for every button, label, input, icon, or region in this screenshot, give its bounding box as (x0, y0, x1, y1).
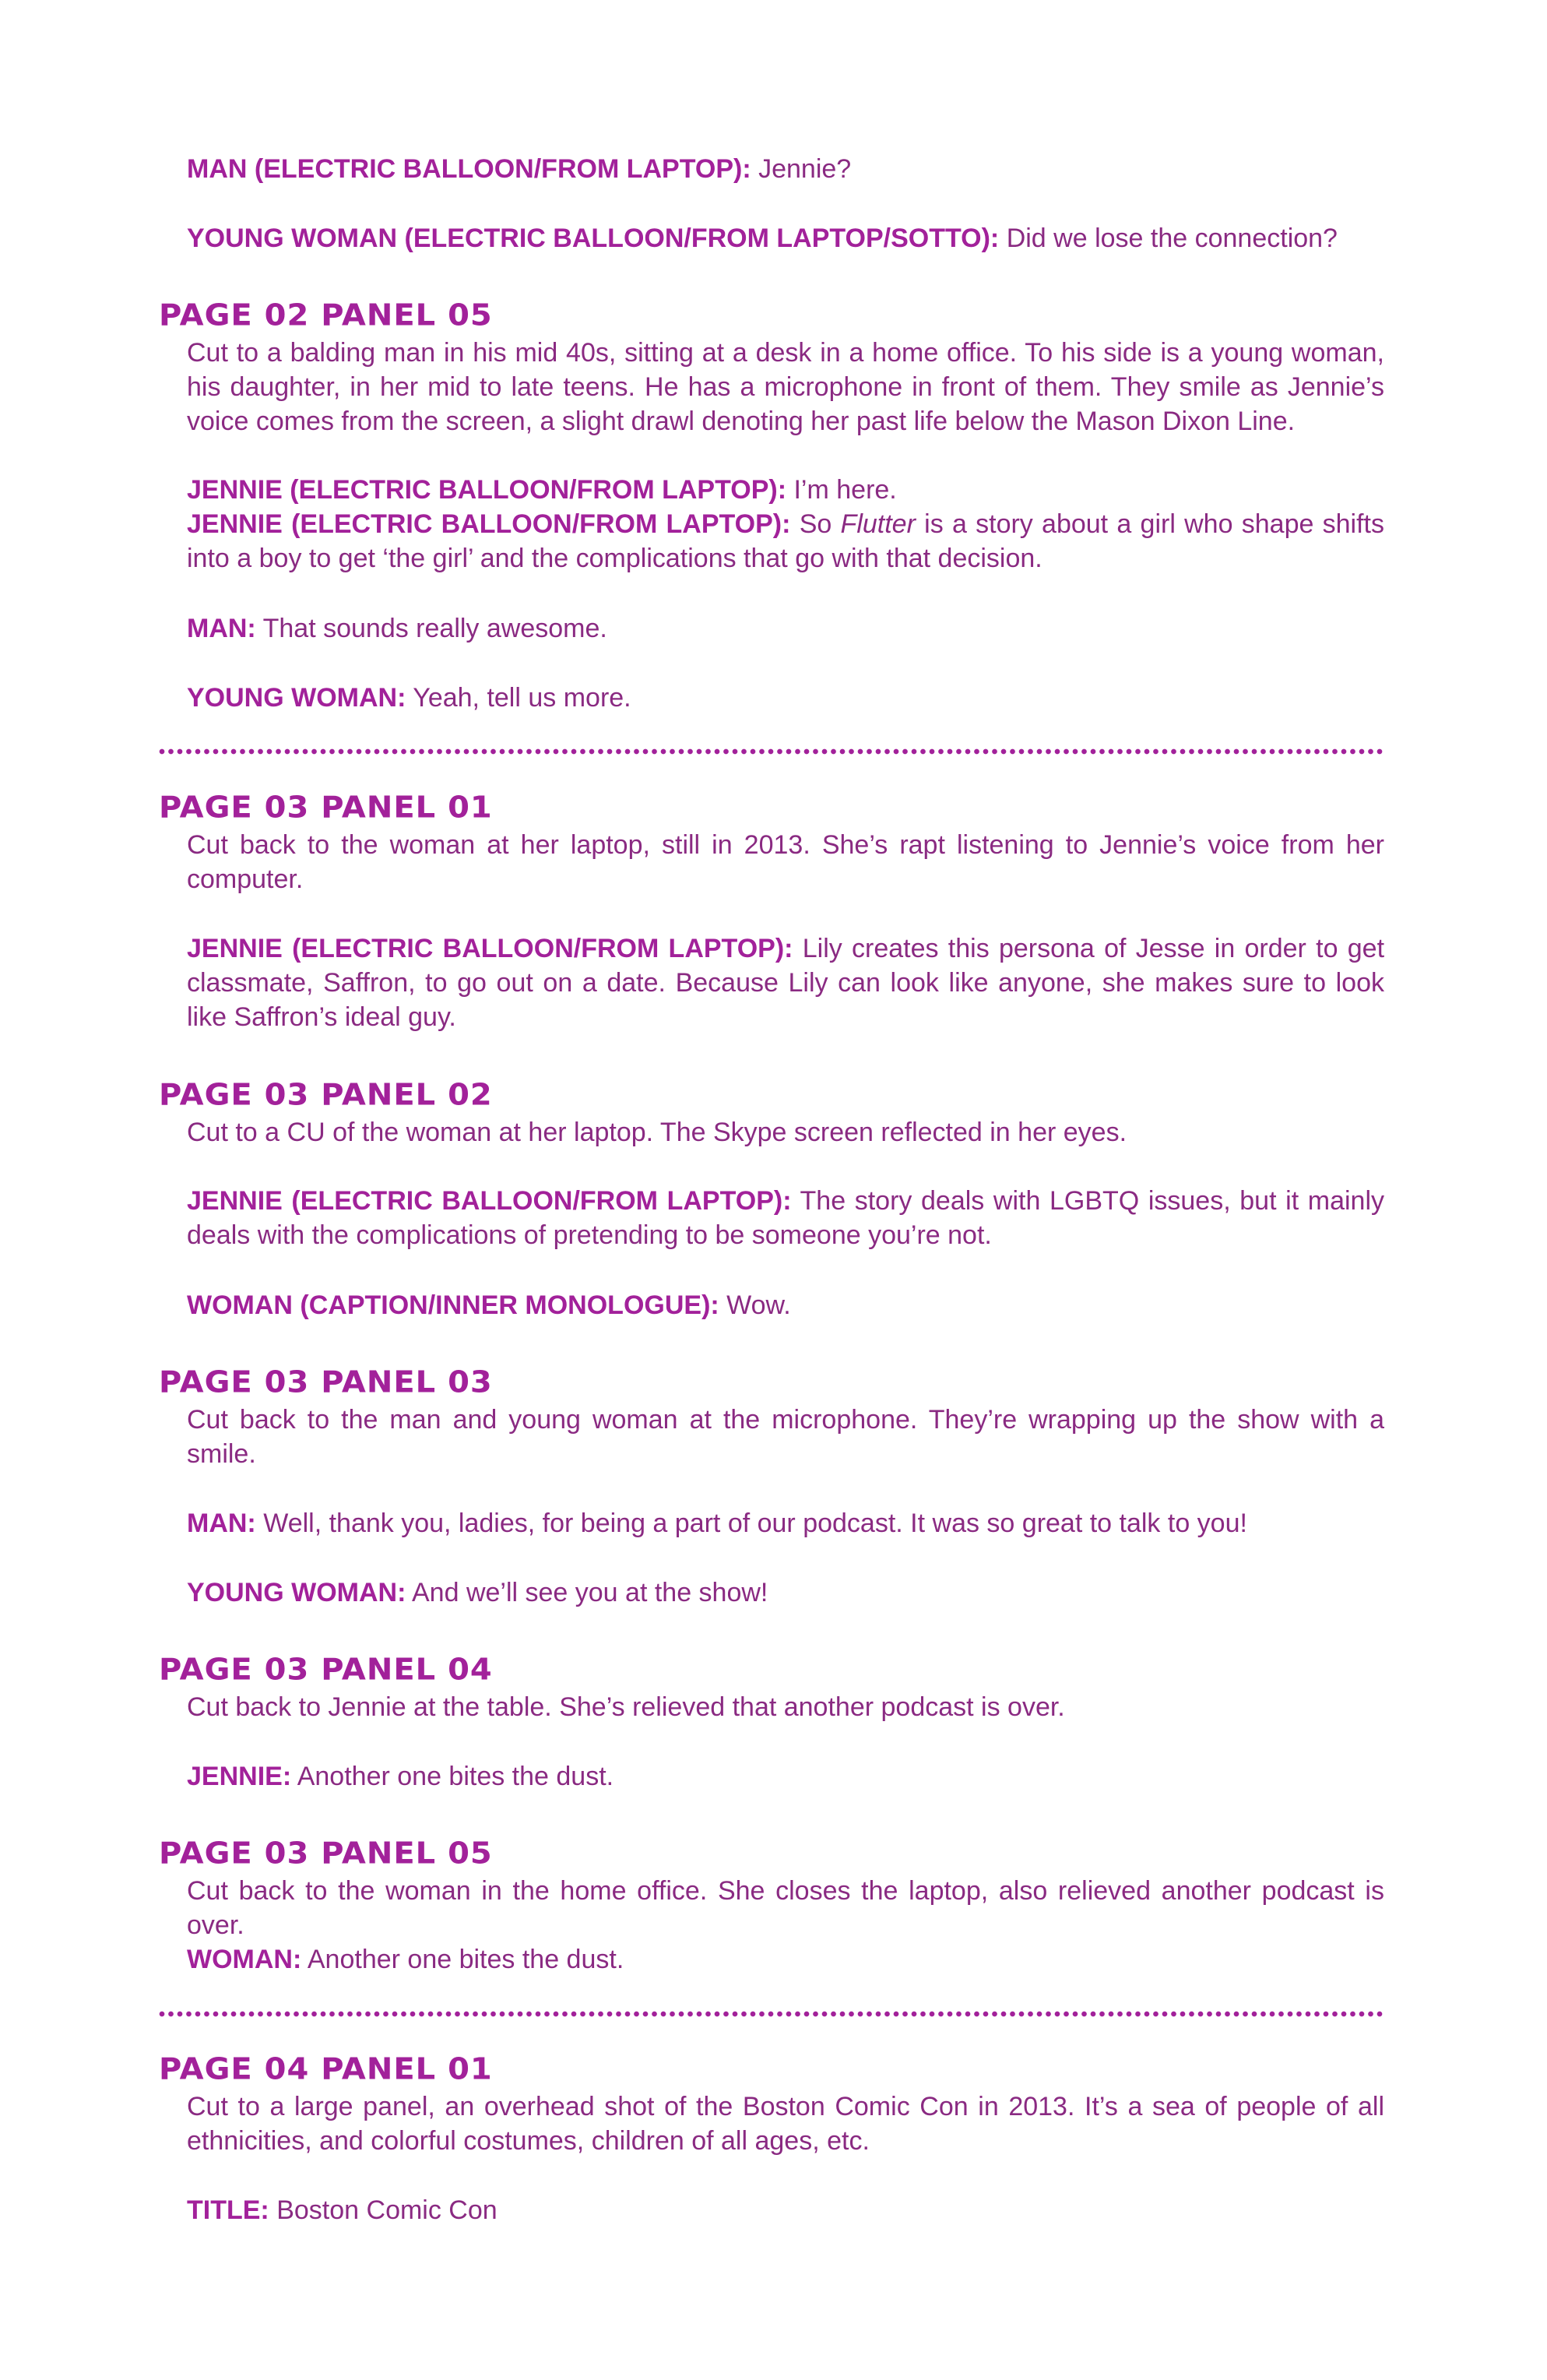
dialogue-line (187, 1759, 1384, 1794)
dotted-divider (159, 2011, 1384, 2017)
panel-heading: PAGE 02 PANEL 05 (159, 298, 493, 333)
speaker-label: YOUNG WOMAN: (187, 1578, 406, 1607)
dialogue-text: Lily creates this persona of Jesse in order to get classmate, Saffron, to go out on a date. Because Lily can look like anyone, she makes sure to look like Saffron’s ideal guy. (187, 934, 1385, 1032)
dialogue-text: Another one bites the dust. (307, 1945, 624, 1974)
speaker-label: MAN: (187, 1509, 256, 1538)
panel-heading: PAGE 03 PANEL 03 (159, 1365, 493, 1399)
speaker-label: YOUNG WOMAN: (187, 683, 406, 713)
speaker-label: MAN: (187, 614, 256, 643)
dialogue-text: I’m here. (793, 475, 897, 505)
panel-heading: PAGE 03 PANEL 04 (159, 1653, 493, 1687)
speaker-label: JENNIE (ELECTRIC BALLOON/FROM LAPTOP): (187, 1186, 792, 1216)
speaker-label: YOUNG WOMAN (ELECTRIC BALLOON/FROM LAPTOP/SOTTO): (187, 224, 1000, 253)
speaker-label: TITLE: (187, 2195, 269, 2225)
dialogue-line (187, 2193, 1384, 2227)
dialogue-line (187, 1576, 1384, 1610)
speaker-label: JENNIE (ELECTRIC BALLOON/FROM LAPTOP): (187, 475, 787, 505)
panel-heading: PAGE 03 PANEL 01 (159, 790, 493, 825)
dialogue-line (187, 1942, 1384, 1977)
dialogue-line (187, 152, 1384, 186)
dialogue-line (187, 473, 1384, 507)
dialogue-line (187, 507, 1384, 576)
panel-description: Cut back to the man and young woman at the microphone. They’re wrapping up the show with a smile. (187, 1405, 1384, 1469)
panel-description: Cut to a CU of the woman at her laptop. The Skype screen reflected in her eyes. (187, 1118, 1127, 1147)
panel-heading: PAGE 04 PANEL 01 (159, 2052, 493, 2086)
speaker-label: MAN (ELECTRIC BALLOON/FROM LAPTOP): (187, 154, 751, 184)
dialogue-line (187, 221, 1384, 255)
dialogue-line (187, 1506, 1384, 1540)
dialogue-line (187, 1288, 1384, 1322)
dialogue-text: Yeah, tell us more. (413, 683, 631, 713)
dialogue-text: Jennie? (758, 154, 852, 184)
dotted-divider (159, 748, 1384, 755)
dialogue-text: That sounds really awesome. (262, 614, 607, 643)
speaker-label: JENNIE: (187, 1762, 292, 1791)
dialogue-text: Another one bites the dust. (297, 1762, 614, 1791)
dialogue-text: Did we lose the connection? (1006, 224, 1338, 253)
panel-description: Cut back to Jennie at the table. She’s relieved that another podcast is over. (187, 1692, 1065, 1722)
dialogue-line (187, 931, 1384, 1034)
panel-description: Cut to a balding man in his mid 40s, sitting at a desk in a home office. To his side is a young woman, his daughter, in her mid to late teens. He has a microphone in front of them. They smile as Jennie’s voice comes from the screen, a slight drawl denoting her past life below the Mason Dixon Line. (187, 338, 1384, 436)
dialogue-text: And we’ll see you at the show! (412, 1578, 768, 1607)
panel-description: Cut to a large panel, an overhead shot of the Boston Comic Con in 2013. It’s a sea of people of all ethnicities, and colorful costumes, children of all ages, etc. (187, 2092, 1384, 2156)
dialogue-line (187, 611, 1384, 646)
speaker-label: JENNIE (ELECTRIC BALLOON/FROM LAPTOP): (187, 509, 791, 539)
panel-heading: PAGE 03 PANEL 05 (159, 1836, 493, 1871)
dialogue-text: Well, thank you, ladies, for being a part of our podcast. It was so great to talk to you! (263, 1509, 1247, 1538)
speaker-label: JENNIE (ELECTRIC BALLOON/FROM LAPTOP): (187, 934, 793, 963)
dialogue-line (187, 681, 1384, 715)
speaker-label: WOMAN: (187, 1945, 302, 1974)
book-title: Flutter (840, 509, 916, 539)
dialogue-text: Wow. (726, 1290, 791, 1320)
speaker-label: WOMAN (CAPTION/INNER MONOLOGUE): (187, 1290, 719, 1320)
dialogue-text: So (799, 509, 832, 539)
panel-description: Cut back to the woman at her laptop, still in 2013. She’s rapt listening to Jennie’s voice from her computer. (187, 830, 1384, 894)
dialogue-text: is a story about a girl who shape shifts into a boy to get ‘the girl’ and the complications that go with that decision. (187, 509, 1384, 573)
dialogue-line (187, 1184, 1384, 1252)
dialogue-text: Boston Comic Con (276, 2195, 498, 2225)
panel-description: Cut back to the woman in the home office. She closes the laptop, also relieved another podcast is over. (187, 1876, 1384, 1940)
panel-heading: PAGE 03 PANEL 02 (159, 1078, 493, 1112)
dialogue-text: The story deals with LGBTQ issues, but it mainly deals with the complications of pretending to be someone you’re not. (187, 1186, 1384, 1250)
